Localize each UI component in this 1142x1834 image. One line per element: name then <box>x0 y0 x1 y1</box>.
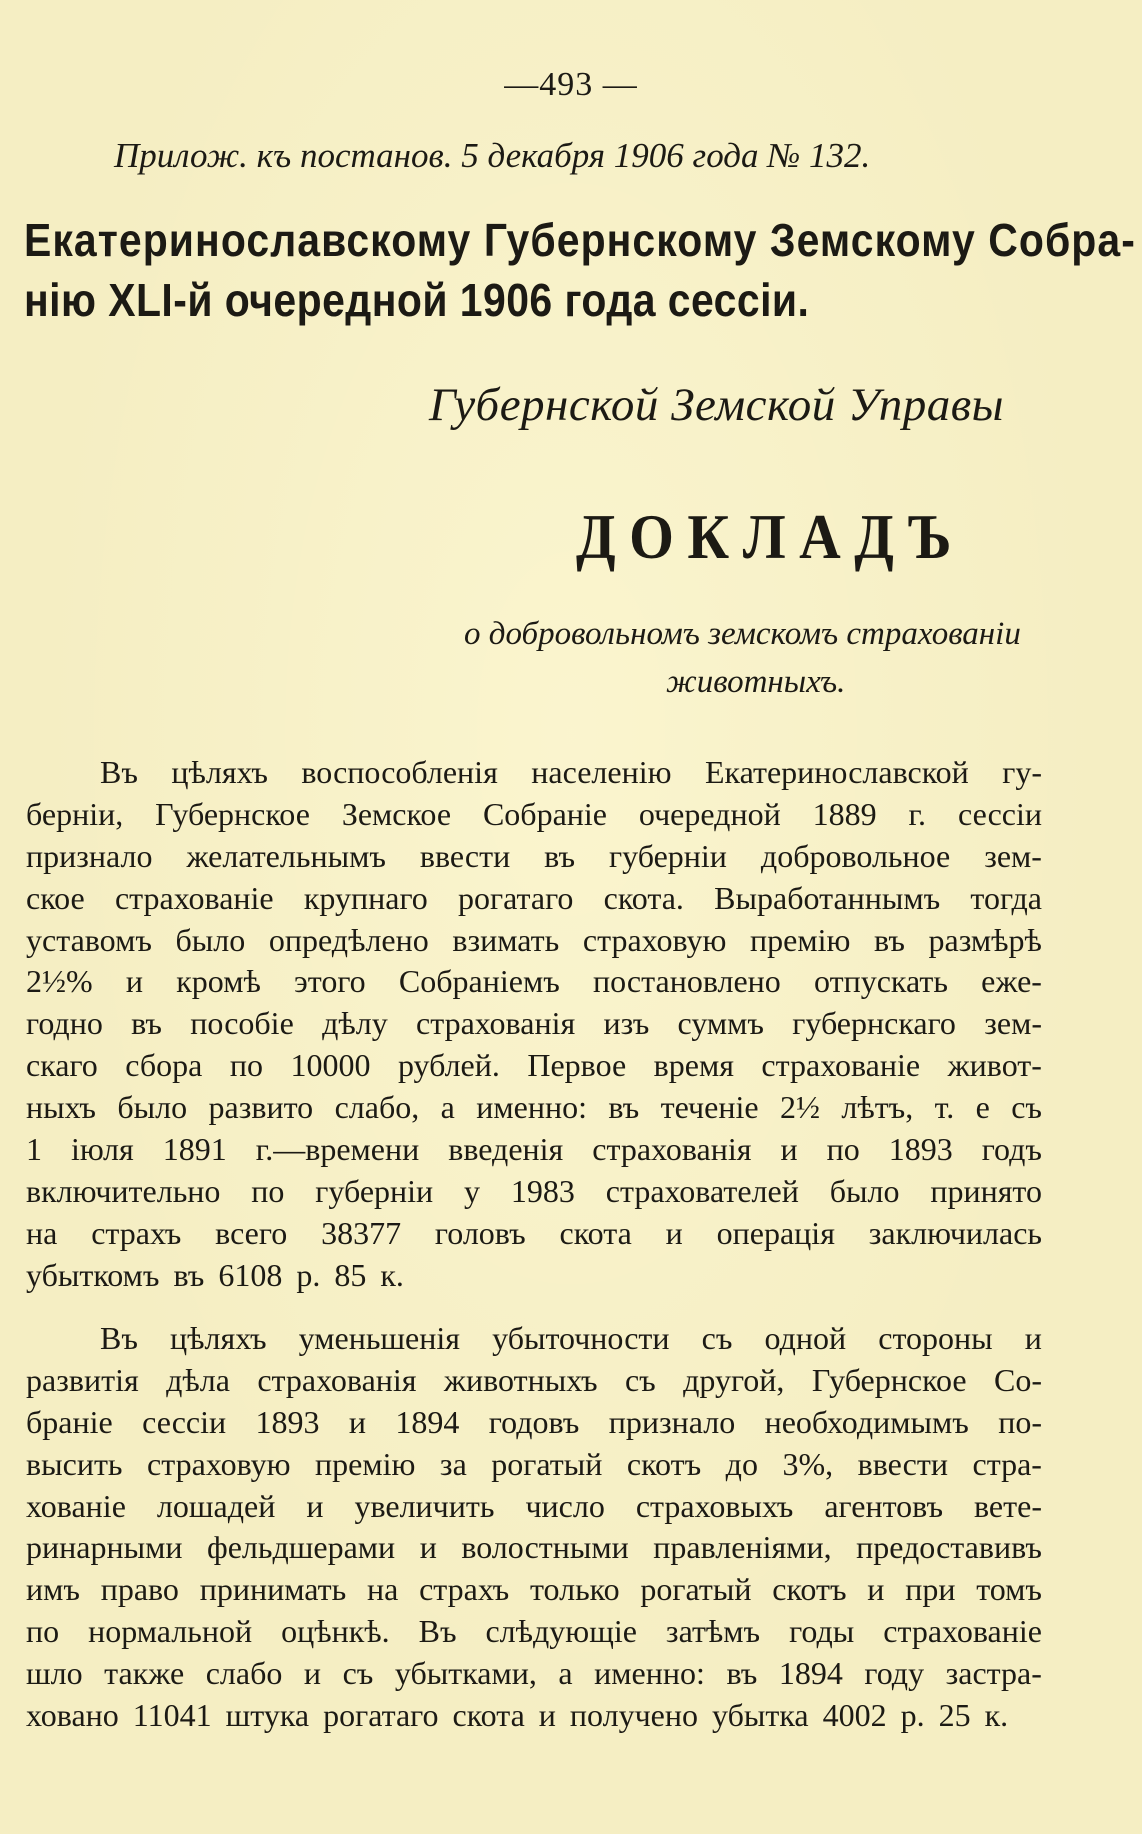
text-line: убыткомъ въ 6108 р. 85 к. <box>26 1256 404 1293</box>
text-line: берніи, Губернское Земское Собраніе очередной 1889 г. сессіи <box>26 795 1042 832</box>
subtitle-line-2: животныхъ. <box>666 664 846 700</box>
report-title: ДОКЛАДЪ <box>576 501 965 572</box>
text-line: ринарными фельдшерами и волостными правленіями, предоставивъ <box>26 1529 1042 1566</box>
text-line: Въ цѣляхъ воспособленія населенію Екатеринославской гу- <box>100 754 1042 790</box>
text-line: ховано 11041 штука рогатаго скота и получено убытка 4002 р. 25 к. <box>26 1697 1009 1734</box>
text-line: развитія дѣла страхованія животныхъ съ другой, Губернское Со- <box>26 1361 1042 1398</box>
text-line: браніе сессіи 1893 и 1894 годовъ признало необходимымъ по- <box>26 1403 1042 1440</box>
text-line: Въ цѣляхъ уменьшенія убыточности съ одной стороны и <box>100 1320 1042 1356</box>
text-line: шло также слабо и съ убытками, а именно: въ 1894 году застра- <box>26 1655 1042 1692</box>
text-line: высить страховую премію за рогатый скотъ до 3%, ввести стра- <box>26 1445 1042 1482</box>
board-name: Губернской Земской Управы <box>428 379 1004 431</box>
text-line: уставомъ было опредѣлено взимать страховую премію въ размѣрѣ <box>26 921 1042 958</box>
heading-line-2: нію XLI-й очередной 1906 года сессіи. <box>24 274 810 326</box>
report-subtitle <box>464 610 1021 706</box>
text-line: годно въ пособіе дѣлу страхованія изъ суммъ губернскаго зем- <box>26 1005 1042 1042</box>
page-number: —493 — <box>504 66 638 103</box>
text-line: скаго сбора по 10000 рублей. Первое время страхованіе живот- <box>26 1047 1042 1084</box>
text-line: 2½% и кромѣ этого Собраніемъ постановлено отпускать еже- <box>26 963 1042 1000</box>
text-line: 1 іюля 1891 г.—времени введенія страхованія и по 1893 годъ <box>26 1131 1042 1168</box>
appendix-note: Прилож. къ постанов. 5 декабря 1906 года № 132. <box>114 136 871 175</box>
heading-line-1: Екатеринославскому Губернскому Земскому Собра- <box>24 214 1136 266</box>
paragraph-1 <box>26 752 1042 1297</box>
paragraph-2 <box>26 1318 1042 1737</box>
subtitle-line-1: о добровольномъ земскомъ страхованіи <box>464 616 1021 652</box>
text-line: имъ право принимать на страхъ только рогатый скотъ и при томъ <box>26 1571 1042 1608</box>
text-line: ныхъ было развито слабо, а именно: въ теченіе 2½ лѣтъ, т. е съ <box>26 1089 1042 1126</box>
text-line: признало желательнымъ ввести въ губерніи добровольное зем- <box>26 837 1042 874</box>
text-line: хованіе лошадей и увеличить число страховыхъ агентовъ вете- <box>26 1487 1042 1524</box>
document-heading <box>24 210 1136 330</box>
text-line: по нормальной оцѣнкѣ. Въ слѣдующіе затѣмъ годы страхованіе <box>26 1613 1042 1650</box>
text-line: на страхъ всего 38377 головъ скота и операція заключилась <box>26 1214 1042 1251</box>
text-line: включительно по губерніи у 1983 страхователей было принято <box>26 1172 1042 1209</box>
text-line: ское страхованіе крупнаго рогатаго скота. Выработаннымъ тогда <box>26 879 1042 916</box>
